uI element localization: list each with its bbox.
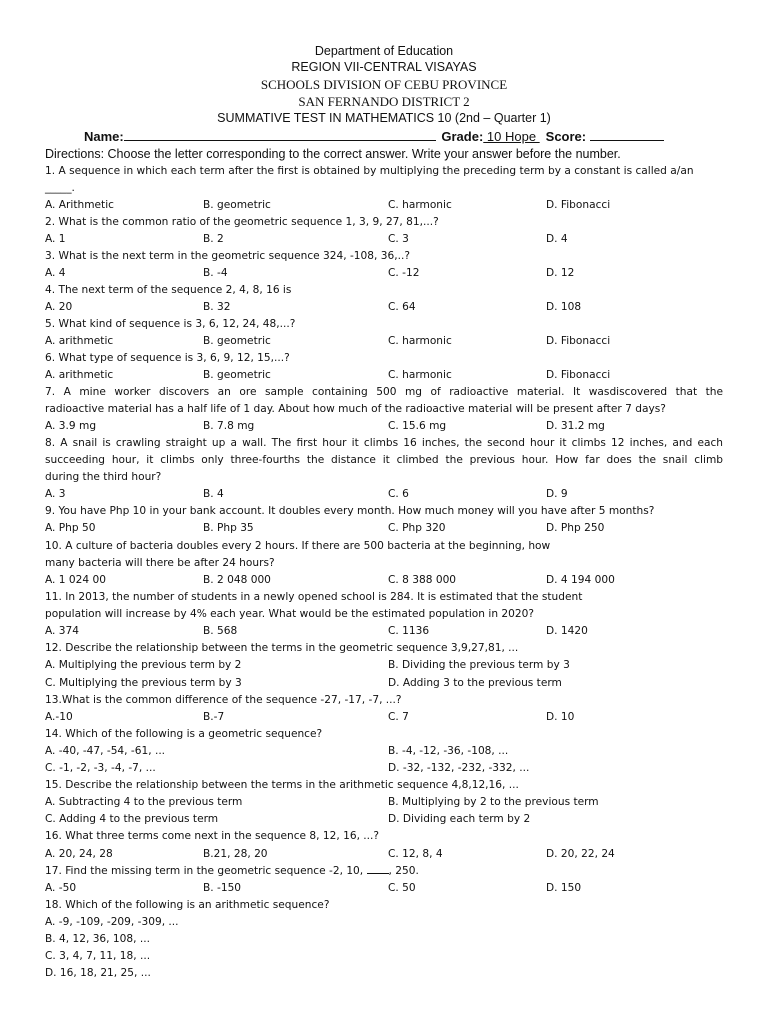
question-18-choice-a: A. -9, -109, -209, -309, ... bbox=[45, 916, 179, 928]
question-2-choice-c: C. 3 bbox=[388, 233, 409, 245]
header-department: Department of Education bbox=[314, 44, 454, 58]
question-8-text-cont: succeeding hour, it climbs only three-fourths the distance it climbed the previous hour. How far does the snail climb bbox=[45, 454, 723, 466]
question-18-choice-c: C. 3, 4, 7, 11, 18, ... bbox=[45, 950, 151, 962]
question-14-text: 14. Which of the following is a geometric sequence? bbox=[45, 728, 323, 740]
question-17-text-end: , 250. bbox=[388, 865, 419, 877]
question-14-choice-a: A. -40, -47, -54, -61, ... bbox=[45, 745, 166, 757]
header-test-title: SUMMATIVE TEST IN MATHEMATICS 10 (2nd – Quarter 1) bbox=[217, 111, 551, 125]
question-16-choice-b: B.21, 28, 20 bbox=[203, 848, 268, 860]
question-13-text: 13.What is the common difference of the sequence -27, -17, -7, ...? bbox=[45, 694, 402, 706]
question-13-choice-d: D. 10 bbox=[546, 711, 575, 723]
question-12-choice-d: D. Adding 3 to the previous term bbox=[388, 677, 562, 689]
question-12-choice-c: C. Multiplying the previous term by 3 bbox=[45, 677, 242, 689]
question-8-choice-a: A. 3 bbox=[45, 488, 66, 500]
question-5-text: 5. What kind of sequence is 3, 6, 12, 24, 48,...? bbox=[45, 318, 296, 330]
question-8-text-end: during the third hour? bbox=[45, 471, 162, 483]
question-15-text: 15. Describe the relationship between the terms in the arithmetic sequence 4,8,12,16, ... bbox=[45, 779, 519, 791]
question-9-choice-d: D. Php 250 bbox=[546, 522, 605, 534]
student-info-line bbox=[84, 128, 664, 144]
question-6-choice-a: A. arithmetic bbox=[45, 369, 114, 381]
score-field[interactable] bbox=[590, 128, 664, 141]
question-18-choice-b: B. 4, 12, 36, 108, ... bbox=[45, 933, 150, 945]
header-district: SAN FERNANDO DISTRICT 2 bbox=[298, 94, 470, 109]
score-label: Score: bbox=[545, 129, 587, 144]
question-17-choice-c: C. 50 bbox=[388, 882, 416, 894]
question-1-choice-b: B. geometric bbox=[203, 199, 271, 211]
question-14-choice-b: B. -4, -12, -36, -108, ... bbox=[388, 745, 509, 757]
question-2-choice-d: D. 4 bbox=[546, 233, 568, 245]
question-3-choice-d: D. 12 bbox=[546, 267, 575, 279]
question-15-choice-b: B. Multiplying by 2 to the previous term bbox=[388, 796, 599, 808]
question-1-choice-a: A. Arithmetic bbox=[45, 199, 114, 211]
question-1-choice-c: C. harmonic bbox=[388, 199, 452, 211]
question-10-choice-b: B. 2 048 000 bbox=[203, 574, 271, 586]
question-12-text: 12. Describe the relationship between the terms in the geometric sequence 3,9,27,81, ... bbox=[45, 642, 519, 654]
question-16-choice-c: C. 12, 8, 4 bbox=[388, 848, 443, 860]
question-2-choice-b: B. 2 bbox=[203, 233, 224, 245]
question-7-choice-c: C. 15.6 mg bbox=[388, 420, 447, 432]
grade-value: 10 Hope bbox=[483, 129, 540, 144]
question-8-text: 8. A snail is crawling straight up a wall. The first hour it climbs 16 inches, the second hour it climbs 12 inches, and each bbox=[45, 437, 723, 449]
header-division: SCHOOLS DIVISION OF CEBU PROVINCE bbox=[260, 77, 508, 92]
header-region: REGION VII-CENTRAL VISAYAS bbox=[291, 60, 477, 74]
question-14-choice-c: C. -1, -2, -3, -4, -7, ... bbox=[45, 762, 156, 774]
question-12-choice-a: A. Multiplying the previous term by 2 bbox=[45, 659, 242, 671]
question-3-text: 3. What is the next term in the geometric sequence 324, -108, 36,..? bbox=[45, 250, 410, 262]
question-7-text: 7. A mine worker discovers an ore sample containing 500 mg of radioactive material. It wasdiscovered that the bbox=[45, 386, 723, 398]
question-17-text-start: 17. Find the missing term in the geometric sequence -2, 10, bbox=[45, 865, 367, 877]
question-7-choice-a: A. 3.9 mg bbox=[45, 420, 97, 432]
question-8-choice-b: B. 4 bbox=[203, 488, 224, 500]
question-11-choice-b: B. 568 bbox=[203, 625, 238, 637]
directions: Directions: Choose the letter corresponding to the correct answer. Write your answer before the number. bbox=[45, 147, 621, 161]
question-6-choice-d: D. Fibonacci bbox=[546, 369, 611, 381]
question-7-choice-d: D. 31.2 mg bbox=[546, 420, 605, 432]
question-6-text: 6. What type of sequence is 3, 6, 9, 12, 15,...? bbox=[45, 352, 290, 364]
question-15-choice-d: D. Dividing each term by 2 bbox=[388, 813, 531, 825]
question-10-choice-d: D. 4 194 000 bbox=[546, 574, 615, 586]
question-8-choice-d: D. 9 bbox=[546, 488, 568, 500]
question-4-text: 4. The next term of the sequence 2, 4, 8, 16 is bbox=[45, 284, 292, 296]
question-4-choice-b: B. 32 bbox=[203, 301, 231, 313]
question-5-choice-a: A. arithmetic bbox=[45, 335, 114, 347]
question-16-choice-d: D. 20, 22, 24 bbox=[546, 848, 615, 860]
question-15-choice-c: C. Adding 4 to the previous term bbox=[45, 813, 219, 825]
question-16-choice-a: A. 20, 24, 28 bbox=[45, 848, 113, 860]
question-18-choice-d: D. 16, 18, 21, 25, ... bbox=[45, 967, 151, 979]
question-14-choice-d: D. -32, -132, -232, -332, ... bbox=[388, 762, 530, 774]
question-13-choice-c: C. 7 bbox=[388, 711, 409, 723]
question-11-choice-d: D. 1420 bbox=[546, 625, 588, 637]
question-5-choice-b: B. geometric bbox=[203, 335, 271, 347]
question-2-text: 2. What is the common ratio of the geometric sequence 1, 3, 9, 27, 81,...? bbox=[45, 216, 439, 228]
question-17-text bbox=[45, 863, 419, 880]
question-10-choice-c: C. 8 388 000 bbox=[388, 574, 457, 586]
question-9-text: 9. You have Php 10 in your bank account. It doubles every month. How much money will you have after 5 months? bbox=[45, 505, 655, 517]
question-11-text: 11. In 2013, the number of students in a newly opened school is 284. It is estimated that the student bbox=[45, 591, 583, 603]
grade-label: Grade: bbox=[441, 129, 484, 144]
question-1-blank: _____. bbox=[45, 182, 75, 194]
question-17-blank bbox=[367, 863, 389, 874]
question-3-choice-c: C. -12 bbox=[388, 267, 420, 279]
question-4-choice-c: C. 64 bbox=[388, 301, 416, 313]
question-11-choice-c: C. 1136 bbox=[388, 625, 430, 637]
question-6-choice-b: B. geometric bbox=[203, 369, 271, 381]
question-6-choice-c: C. harmonic bbox=[388, 369, 452, 381]
question-9-choice-c: C. Php 320 bbox=[388, 522, 446, 534]
question-3-choice-b: B. -4 bbox=[203, 267, 228, 279]
question-16-text: 16. What three terms come next in the sequence 8, 12, 16, ...? bbox=[45, 830, 380, 842]
question-9-choice-b: B. Php 35 bbox=[203, 522, 254, 534]
question-1-choice-d: D. Fibonacci bbox=[546, 199, 611, 211]
question-7-choice-b: B. 7.8 mg bbox=[203, 420, 255, 432]
question-13-choice-a: A.-10 bbox=[45, 711, 73, 723]
question-17-choice-d: D. 150 bbox=[546, 882, 582, 894]
question-18-text: 18. Which of the following is an arithmetic sequence? bbox=[45, 899, 330, 911]
question-4-choice-a: A. 20 bbox=[45, 301, 73, 313]
question-9-choice-a: A. Php 50 bbox=[45, 522, 96, 534]
question-8-choice-c: C. 6 bbox=[388, 488, 409, 500]
question-10-choice-a: A. 1 024 00 bbox=[45, 574, 106, 586]
question-3-choice-a: A. 4 bbox=[45, 267, 66, 279]
question-5-choice-c: C. harmonic bbox=[388, 335, 452, 347]
question-5-choice-d: D. Fibonacci bbox=[546, 335, 611, 347]
name-label: Name: bbox=[84, 129, 124, 144]
question-13-choice-b: B.-7 bbox=[203, 711, 225, 723]
question-2-choice-a: A. 1 bbox=[45, 233, 66, 245]
question-17-choice-b: B. -150 bbox=[203, 882, 242, 894]
name-field[interactable] bbox=[124, 128, 436, 141]
question-4-choice-d: D. 108 bbox=[546, 301, 582, 313]
question-10-text: 10. A culture of bacteria doubles every 2 hours. If there are 500 bacteria at the beginning, how bbox=[45, 540, 551, 552]
question-17-choice-a: A. -50 bbox=[45, 882, 77, 894]
question-11-choice-a: A. 374 bbox=[45, 625, 80, 637]
question-12-choice-b: B. Dividing the previous term by 3 bbox=[388, 659, 570, 671]
question-10-text-cont: many bacteria will there be after 24 hours? bbox=[45, 557, 275, 569]
question-7-text-cont: radioactive material has a half life of 1 day. About how much of the radioactive material will be present after 7 days? bbox=[45, 403, 666, 415]
question-15-choice-a: A. Subtracting 4 to the previous term bbox=[45, 796, 243, 808]
question-11-text-cont: population will increase by 4% each year. What would be the estimated population in 2020? bbox=[45, 608, 534, 620]
question-1-text: 1. A sequence in which each term after the first is obtained by multiplying the preceding term by a constant is called a/an bbox=[45, 165, 694, 177]
